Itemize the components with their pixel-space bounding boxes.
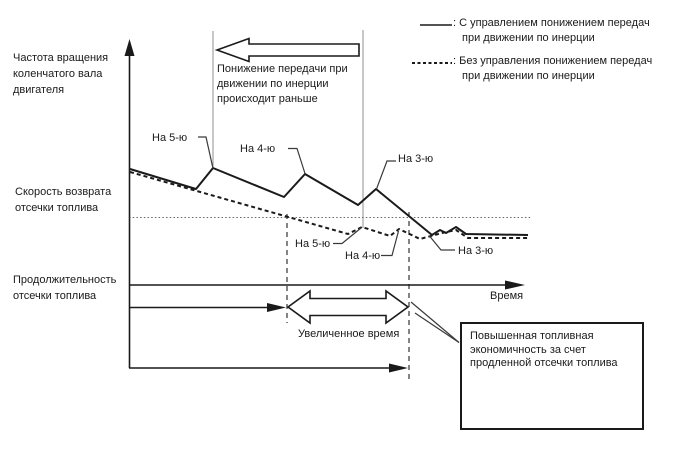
fuel-economy-callout-line2: экономичность за счет: [470, 343, 586, 356]
fuel-cut-return-label-line1: Скорость возврата: [15, 186, 112, 198]
fuel-economy-callout-line3: продленной отсечки топлива: [470, 357, 618, 369]
y-axis-arrowhead-icon: [125, 39, 135, 56]
legend-with-control-line1: : С управлением понижением передач: [453, 17, 650, 29]
fuel-cut-duration-label: [13, 272, 116, 304]
early-downshift-annotation: [217, 62, 348, 107]
fuel-economy-callout-line1: Повышенная топливная: [470, 330, 594, 342]
rpm-curve-without-control: [130, 172, 528, 239]
increased-time-label: Увеличенное время: [298, 328, 400, 340]
time-axis-label: Время: [490, 290, 524, 302]
y-axis-label-line3: двигателя: [13, 84, 65, 96]
early-downshift-line3: происходит раньше: [217, 93, 318, 105]
gear-label-dashed-4th: На 4-ю: [345, 250, 381, 262]
fuel-cut-return-label-line2: отсечки топлива: [15, 202, 99, 214]
y-axis-label: [13, 50, 108, 98]
legend-with-control-line2: при движении по инерции: [462, 32, 595, 44]
leader-solid-4th: [288, 149, 305, 174]
callout-pointer-lower: [415, 313, 459, 343]
fuel-economy-callout: [460, 322, 644, 430]
gear-label-solid-5th: На 5-ю: [152, 132, 188, 144]
leader-dashed-5th: [333, 228, 361, 244]
legend-without-control-line1: : Без управления понижением передач: [453, 55, 653, 67]
legend-item-with-control: [453, 16, 650, 46]
gear-label-dashed-5th: На 5-ю: [295, 238, 331, 250]
left-arrow-icon: [217, 39, 359, 62]
leader-dashed-3rd: [430, 236, 456, 250]
gear-label-dashed-3rd: На 3-ю: [458, 245, 494, 257]
leader-solid-3rd: [377, 161, 397, 189]
fuel-cut-duration-label-line2: отсечки топлива: [13, 290, 97, 302]
duration-arrow-long-head-icon: [389, 364, 408, 373]
early-downshift-line2: движении по инерции: [217, 78, 329, 90]
fuel-cut-return-label: [15, 184, 111, 216]
leader-solid-5th: [198, 137, 213, 169]
gear-label-solid-4th: На 4-ю: [240, 143, 276, 155]
legend-item-without-control: [453, 54, 652, 84]
duration-arrow-short-head-icon: [267, 303, 286, 312]
callout-pointer-upper: [411, 302, 459, 343]
y-axis-label-line2: коленчатого вала: [13, 68, 103, 80]
early-downshift-line1: Понижение передачи при: [217, 63, 348, 75]
gear-label-solid-3rd: На 3-ю: [398, 153, 434, 165]
y-axis-label-line1: Частота вращения: [13, 52, 109, 64]
legend-without-control-line2: при движении по инерции: [462, 70, 595, 82]
fuel-cut-duration-label-line1: Продолжительность: [13, 274, 117, 286]
leader-dashed-4th: [381, 231, 399, 256]
double-arrow-icon: [288, 291, 408, 323]
rpm-curve-with-control: [130, 168, 528, 235]
